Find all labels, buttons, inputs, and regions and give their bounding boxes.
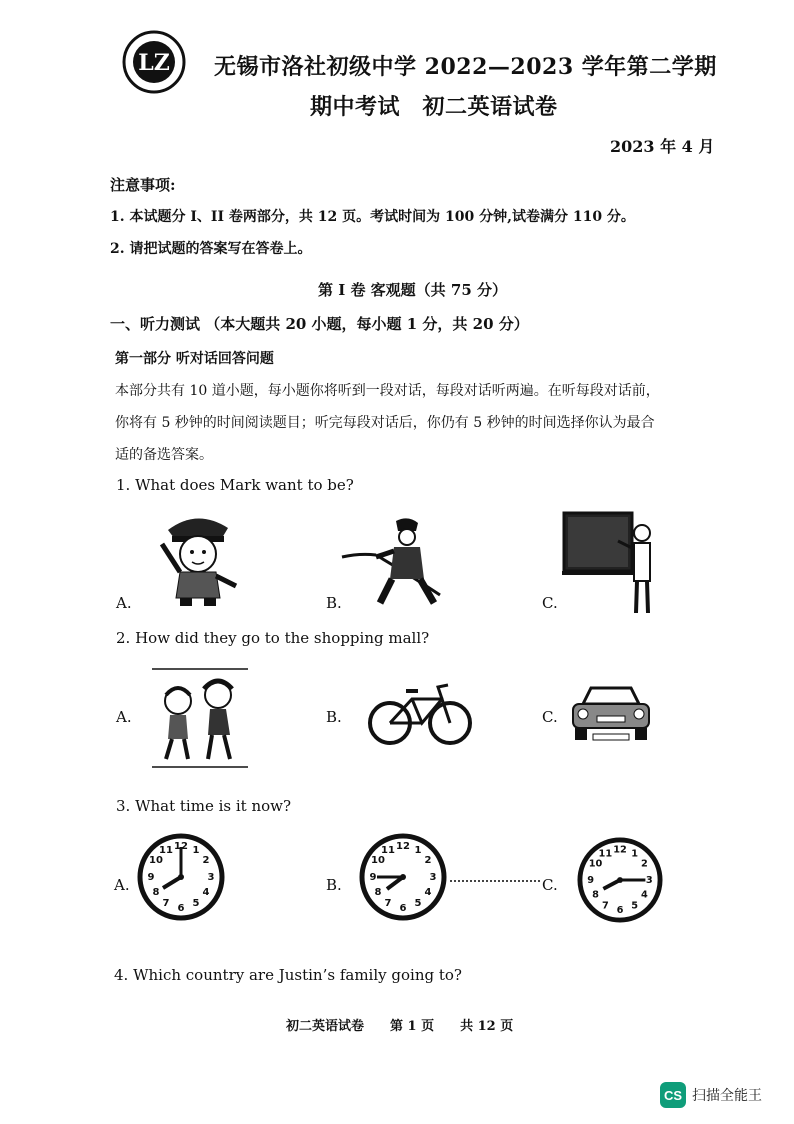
svg-text:7: 7 bbox=[601, 900, 609, 912]
svg-text:5: 5 bbox=[414, 898, 422, 909]
part-title: 第 I 卷 客观题（共 75 分） bbox=[318, 281, 508, 299]
q1-option-c[interactable]: C. bbox=[542, 594, 558, 612]
question-4: 4. Which country are Justin’s family going to? bbox=[114, 966, 462, 984]
exam-title-line2: 期中考试 初二英语试卷 bbox=[310, 94, 558, 120]
svg-text:4: 4 bbox=[641, 889, 648, 901]
listening-title: 一、听力测试 （本大题共 20 小题，每小题 1 分，共 20 分） bbox=[110, 315, 529, 333]
svg-text:9: 9 bbox=[587, 874, 595, 886]
watermark-text: 扫描全能王 bbox=[692, 1088, 762, 1104]
q3-option-c[interactable]: C. bbox=[542, 876, 558, 894]
q1-option-b[interactable]: B. bbox=[326, 594, 342, 612]
dotted-divider bbox=[450, 880, 540, 882]
police-officer-image bbox=[150, 508, 245, 608]
svg-text:12: 12 bbox=[396, 841, 410, 852]
q2-option-b[interactable]: B. bbox=[326, 708, 342, 726]
subpart-title: 第一部分 听对话回答问题 bbox=[115, 351, 274, 367]
svg-text:6: 6 bbox=[399, 903, 407, 914]
svg-text:12: 12 bbox=[613, 844, 627, 856]
svg-text:10: 10 bbox=[371, 855, 385, 866]
q3-option-b[interactable]: B. bbox=[326, 876, 342, 894]
svg-text:1: 1 bbox=[192, 845, 200, 856]
exam-date: 2023 年 4 月 bbox=[610, 137, 715, 156]
teacher-image bbox=[562, 511, 672, 616]
clock-c-image bbox=[577, 837, 663, 923]
svg-text:11: 11 bbox=[381, 845, 395, 856]
svg-text:10: 10 bbox=[588, 858, 603, 870]
svg-text:5: 5 bbox=[192, 898, 200, 909]
svg-text:6: 6 bbox=[177, 903, 185, 914]
school-logo bbox=[122, 30, 186, 94]
scanner-watermark bbox=[660, 1082, 762, 1108]
q3-option-a[interactable]: A. bbox=[114, 876, 130, 894]
svg-text:12: 12 bbox=[174, 841, 188, 852]
q2-option-a[interactable]: A. bbox=[116, 708, 132, 726]
instruction-line-1: 本部分共有 10 道小题，每小题你将听到一段对话，每段对话听两遍。在听每段对话前， bbox=[115, 383, 660, 399]
svg-text:11: 11 bbox=[159, 845, 173, 856]
bicycle-image bbox=[368, 681, 472, 747]
note-item-1: 1. 本试题分 I、II 卷两部分，共 12 页。考试时间为 100 分钟,试卷满分 110 分。 bbox=[110, 209, 635, 225]
svg-text:3: 3 bbox=[429, 872, 437, 883]
instruction-line-3: 适的备选答案。 bbox=[115, 447, 213, 463]
svg-text:9: 9 bbox=[147, 872, 155, 883]
notes-heading: 注意事项: bbox=[110, 176, 176, 194]
svg-text:8: 8 bbox=[152, 887, 160, 898]
svg-text:2: 2 bbox=[424, 855, 432, 866]
instruction-line-2: 你将有 5 秒钟的时间阅读题目；听完每段对话后，你仍有 5 秒钟的时间选择你认为最合 bbox=[115, 415, 655, 431]
svg-text:1: 1 bbox=[414, 845, 422, 856]
svg-text:3: 3 bbox=[207, 872, 215, 883]
svg-text:4: 4 bbox=[202, 887, 210, 898]
firefighter-image bbox=[340, 515, 455, 610]
car-image bbox=[569, 682, 653, 746]
svg-text:4: 4 bbox=[424, 887, 432, 898]
svg-text:9: 9 bbox=[369, 872, 377, 883]
svg-text:8: 8 bbox=[374, 887, 382, 898]
svg-text:7: 7 bbox=[162, 898, 170, 909]
svg-text:6: 6 bbox=[616, 905, 624, 917]
svg-text:2: 2 bbox=[202, 855, 210, 866]
svg-text:1: 1 bbox=[631, 848, 639, 860]
question-2: 2. How did they go to the shopping mall? bbox=[116, 629, 430, 647]
clock-a-image bbox=[137, 833, 225, 921]
camscanner-logo-icon: CS bbox=[660, 1082, 686, 1108]
svg-text:5: 5 bbox=[631, 900, 639, 912]
note-item-2: 2. 请把试题的答案写在答卷上。 bbox=[110, 241, 312, 257]
svg-text:LZ: LZ bbox=[138, 50, 170, 76]
svg-text:11: 11 bbox=[598, 848, 613, 860]
svg-text:3: 3 bbox=[645, 874, 653, 886]
question-1: 1. What does Mark want to be? bbox=[116, 476, 354, 494]
svg-text:10: 10 bbox=[149, 855, 163, 866]
walking-kids-image bbox=[152, 667, 248, 771]
q1-option-a[interactable]: A. bbox=[116, 594, 132, 612]
svg-text:2: 2 bbox=[641, 858, 648, 870]
exam-title-line1: 无锡市洛社初级中学 2022—2023 学年第二学期 bbox=[214, 54, 717, 80]
q2-option-c[interactable]: C. bbox=[542, 708, 558, 726]
svg-text:8: 8 bbox=[592, 889, 599, 901]
svg-text:7: 7 bbox=[384, 898, 392, 909]
question-3: 3. What time is it now? bbox=[116, 797, 292, 815]
clock-b-image bbox=[359, 833, 447, 921]
page-footer: 初二英语试卷 第 1 页 共 12 页 bbox=[286, 1019, 514, 1034]
